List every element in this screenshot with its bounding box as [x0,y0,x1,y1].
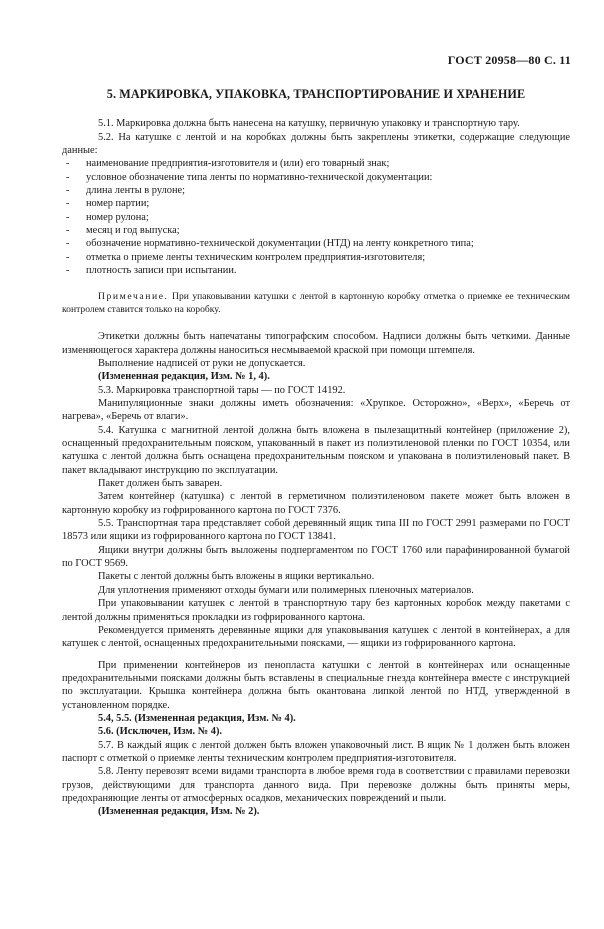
bag-sealed-paragraph: Пакет должен быть заварен. [98,478,223,490]
note-label: Примечание. [98,291,169,303]
list-item: - отметка о приеме ленты техническим контролем предприятия-изготовителя; [66,251,426,263]
labels-printing-paragraph: Этикетки должны быть напечатаны типографским способом. Надписи должны быть четкими. Данные изменяющегося характера должны наноситься несмываемой краской при помощи штемпеля. [62,331,570,356]
list-item: - номер рулона; [66,211,149,223]
list-item: - длина ленты в рулоне; [66,185,186,197]
page-header: ГОСТ 20958—80 С. 11 [447,53,571,67]
list-item: - обозначение нормативно-технической документации (НТД) на ленту конкретного типа; [66,238,474,250]
foam-containers-paragraph: При применении контейнеров из пенопласта катушки с лентой в контейнерах или оснащенные предохранительными поясками должны быть вставлены в специальные гнезда контейнера вместе с инструкцией по эксплуатации. Крышка контейнера должна быть окантована липкой лентой по НТД, утвержденной в установленном порядке. [62,659,570,711]
list-item: - условное обозначение типа ленты по нормативно-технической документации: [66,171,433,183]
vertical-packing-paragraph: Пакеты с лентой должны быть вложены в ящики вертикально. [98,571,375,583]
recommendation-paragraph: Рекомендуется применять деревянные ящики для упаковывания катушек с лентой в контейнерах, а для катушек с лентой, оснащенных предохранительными поясками, — ящики из гофрированного картона. [62,624,570,650]
revision-note-5-4-5-5: 5.4, 5.5. (Измененная редакция, Изм. № 4). [98,712,296,724]
list-item: - плотность записи при испытании. [66,265,237,277]
revision-note-2: (Измененная редакция, Изм. № 2). [98,806,260,818]
list-item: - номер партии; [66,198,150,210]
box-lining-paragraph: Ящики внутри должны быть выложены подпергаментом по ГОСТ 1760 или парафинированной бумагой по ГОСТ 9569. [62,544,570,570]
compaction-paragraph: Для уплотнения применяют отходы бумаги или полимерных пленочных материалов. [98,584,474,596]
clause-5-5: 5.5. Транспортная тара представляет собой деревянный ящик типа III по ГОСТ 2991 размерами по ГОСТ 18573 или ящики из гофрированного картона по ГОСТ 13841. [62,518,570,543]
clause-5-1: 5.1. Маркировка должна быть нанесена на катушку, первичную упаковку и транспортную тару. [98,118,520,130]
clause-5-4: 5.4. Катушка с магнитной лентой должна быть вложена в пылезащитный контейнер (приложение 2), оснащенный предохранительным пояском, упакованный в пакет из полиэтиленовой пленки по ГОСТ 10354, или катушка с лентой должна быть оснащена предохранительным пояском и упакована в полиэтиленовый пакет. В пакет вкладывают инструкцию по эксплуатации. [62,424,570,476]
clause-5-8: 5.8. Ленту перевозят всеми видами транспорта в любое время года в соответствии с правилами перевозки грузов, действующими для транспорта данного вида. При перевозке должны быть приняты меры, предохраняющие ленты от атмосферных осадков, механических повреждений и пыли. [62,766,570,804]
handling-signs-paragraph: Манипуляционные знаки должны иметь обозначения: «Хрупкое. Осторожно», «Верх», «Беречь от нагрева», «Беречь от влаги». [62,398,570,423]
list-item: - месяц и год выпуска; [66,225,180,237]
note [62,291,570,316]
list-item: - наименование предприятия-изготовителя и (или) его товарный знак; [66,158,390,170]
revision-note-1-4: (Измененная редакция, Изм. № 1, 4). [98,371,270,383]
spacers-paragraph: При упаковывании катушек с лентой в транспортную тару без картонных коробок между пакетами с лентой должны применяться прокладки из гофрированного картона. [62,598,570,623]
clause-5-7: 5.7. В каждый ящик с лентой должен быть вложен упаковочный лист. В ящик № 1 должен быть вложен паспорт с отметкой о приемке ленты техническим контролем предприятия-изготовителя. [62,739,570,764]
section-title: 5. МАРКИРОВКА, УПАКОВКА, ТРАНСПОРТИРОВАНИЕ И ХРАНЕНИЕ [106,87,526,101]
no-handwriting-paragraph: Выполнение надписей от руки не допускается. [98,357,306,369]
clause-5-6: 5.6. (Исключен, Изм. № 4). [98,726,223,738]
clause-5-3: 5.3. Маркировка транспортной тары — по ГОСТ 14192. [98,384,346,396]
note-text: При упаковывании катушки с лентой в картонную коробку отметка о приемке ее техническим контролем ставится только на коробку. [62,291,570,315]
label-data-list [62,157,570,277]
carton-box-paragraph: Затем контейнер (катушка) с лентой в герметичном полиэтиленовом пакете может быть вложен в картонную коробку из гофрированного картона по ГОСТ 7376. [62,491,570,516]
clause-5-2: 5.2. На катушке с лентой и на коробках должны быть закреплены этикетки, содержащие следующие данные: [62,131,570,157]
